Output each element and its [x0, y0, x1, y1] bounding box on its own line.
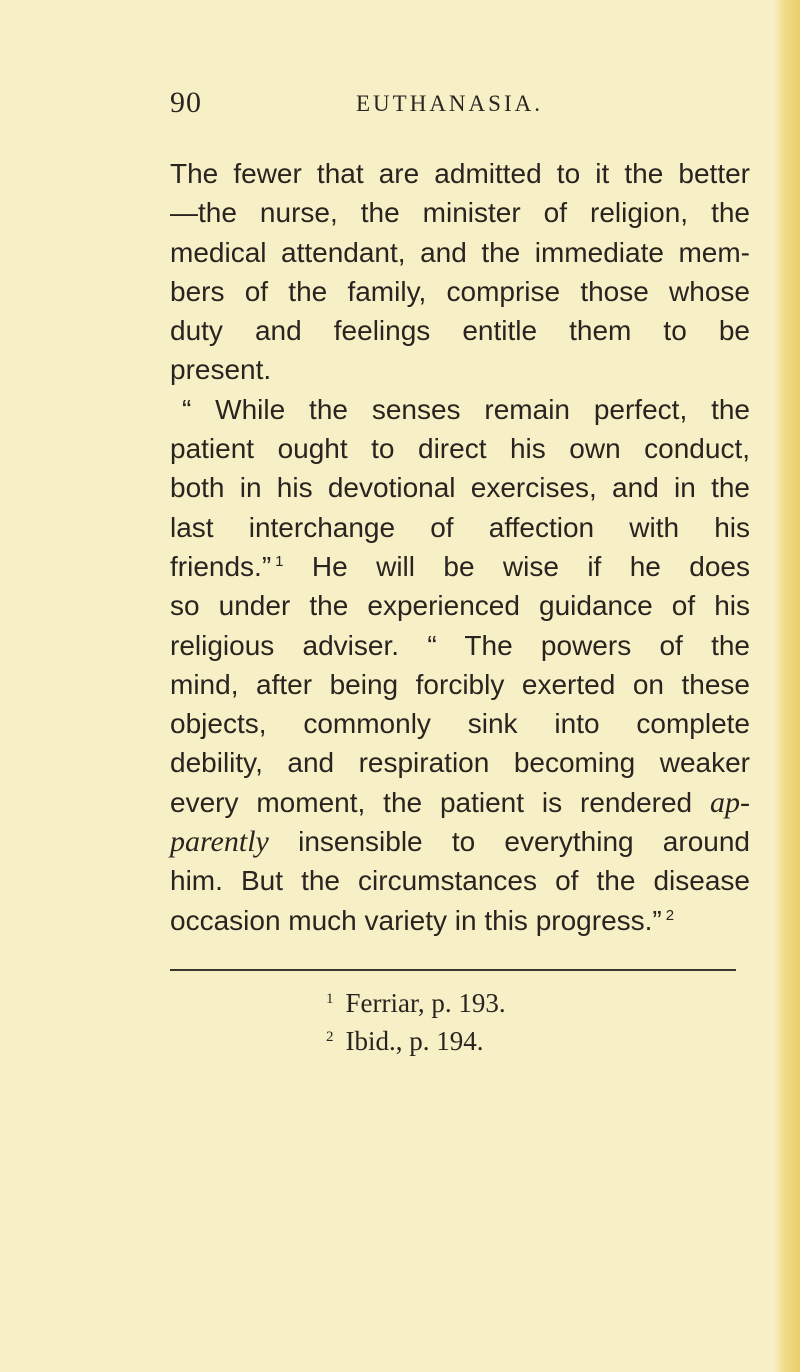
text-line: objects, commonly sink into complete [170, 708, 750, 740]
text-fragment: occasion much variety in this progress.” [170, 904, 662, 936]
page-edge [774, 0, 800, 1372]
text-line: him. But the circumstances of the disease [170, 865, 750, 897]
text-line: —the nurse, the minister of religion, the [170, 197, 750, 229]
text-line [170, 901, 750, 940]
text-fragment: religious adviser. [170, 629, 400, 661]
text-line [170, 783, 750, 822]
text-line: so under the experienced guidance of his [170, 590, 750, 622]
text-line: mind, after being forcibly exerted on these [170, 668, 750, 700]
text-line [170, 822, 750, 861]
footnote [326, 1020, 506, 1058]
text-fragment: every moment, the patient is rendered [170, 786, 693, 818]
text-line: present. [170, 354, 272, 386]
text-line: bers of the family, comprise those whose [170, 275, 750, 307]
text-line: debility, and respiration becoming weaker [170, 747, 750, 779]
footnote-marker: 1 [326, 991, 334, 1007]
footnote-text: Ibid., p. 194. [345, 1026, 484, 1056]
text-line: duty and feelings entitle them to be [170, 315, 750, 347]
text-line: “ While the senses remain perfect, the [182, 393, 750, 425]
footnote-text: Ferriar, p. 193. [345, 988, 506, 1018]
text-line [170, 547, 750, 586]
text-line: patient ought to direct his own conduct, [170, 433, 750, 465]
text-fragment: He will be wise if he does [311, 550, 751, 582]
text-fragment: friends.” [170, 550, 272, 582]
running-title: EUTHANASIA. [356, 91, 543, 116]
text-line: both in his devotional exercises, and in the [170, 472, 750, 504]
text-line [170, 626, 750, 665]
text-line: medical attendant, and the immediate mem- [170, 236, 750, 268]
text-line: The fewer that are admitted to it the better [170, 158, 750, 189]
footnote-rule [170, 969, 736, 971]
running-head [170, 86, 770, 126]
footnote-marker: 2 [326, 1029, 334, 1045]
text-fragment: “ The powers of the [427, 629, 750, 661]
footnotes [326, 982, 506, 1058]
body-text [170, 154, 750, 940]
page-number: 90 [170, 86, 202, 119]
footnote-reference: 2 [665, 906, 675, 924]
footnote [326, 982, 506, 1020]
footnote-reference: 1 [275, 552, 284, 570]
italic-text: parently [170, 825, 269, 859]
text-line: last interchange of affection with his [170, 511, 750, 543]
italic-text: ap- [710, 785, 750, 819]
text-fragment: insensible to everything around [298, 826, 750, 858]
